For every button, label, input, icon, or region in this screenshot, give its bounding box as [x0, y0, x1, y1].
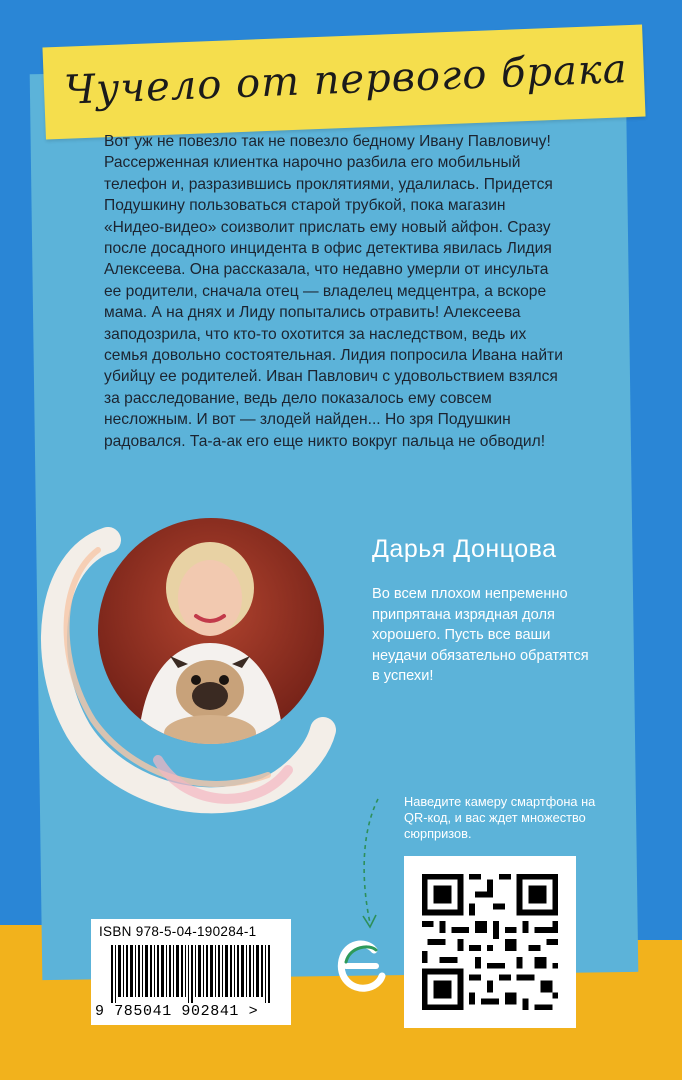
book-description: Вот уж не повезло так не повезло бедному Ивану Павловичу! Рассерженная клиентка нарочно разбила его мобильный телефон и, разразившись проклятиями, удалилась. Придется Подушкину пользоваться старой трубкой, пока магазин «Нидео-видео» соизволит прислать ему новый айфон. Сразу после досадного инцидента в офис детектива явилась Лидия Алексеева. Она рассказала, что недавно умерли от инсульта ее родители, сначала отец — владелец медцентра, а вскоре мама. А на днях и Лиду попытались отравить! Алексеева заподозрила, что кто-то охотится за наследством, ведь их семья довольно состоятельная. Лидия попросила Ивана найти убийцу ее родителей. Иван Павлович с удовольствием взялся за расследование, ведь дело показалось ему совсем несложным. И вот — злодей найден... Но зря Подушкин радовался. Та-а-ак его еще никто вокруг пальца не обводил! [104, 133, 563, 450]
isbn-barcode-box [91, 919, 291, 1025]
qr-caption: Наведите камеру смартфона на QR-код, и вас ждет множество сюрпризов. [404, 794, 596, 841]
author-photo [98, 518, 324, 744]
dashed-arrow-icon [352, 795, 392, 935]
barcode-icon [111, 945, 271, 1003]
author-name: Дарья Донцова [372, 535, 557, 563]
publisher-logo-icon [336, 936, 386, 996]
isbn-digits: 9 785041 902841 > [95, 1003, 259, 1020]
author-quote: Во всем плохом непременно припрятана изрядная доля хорошего. Пусть все ваши неудачи обязательно обратятся в успехи! [372, 586, 589, 684]
book-title: Чучело от первого брака [63, 46, 629, 114]
isbn-label: ISBN 978-5-04-190284-1 [99, 924, 257, 939]
qr-code[interactable] [404, 856, 576, 1028]
